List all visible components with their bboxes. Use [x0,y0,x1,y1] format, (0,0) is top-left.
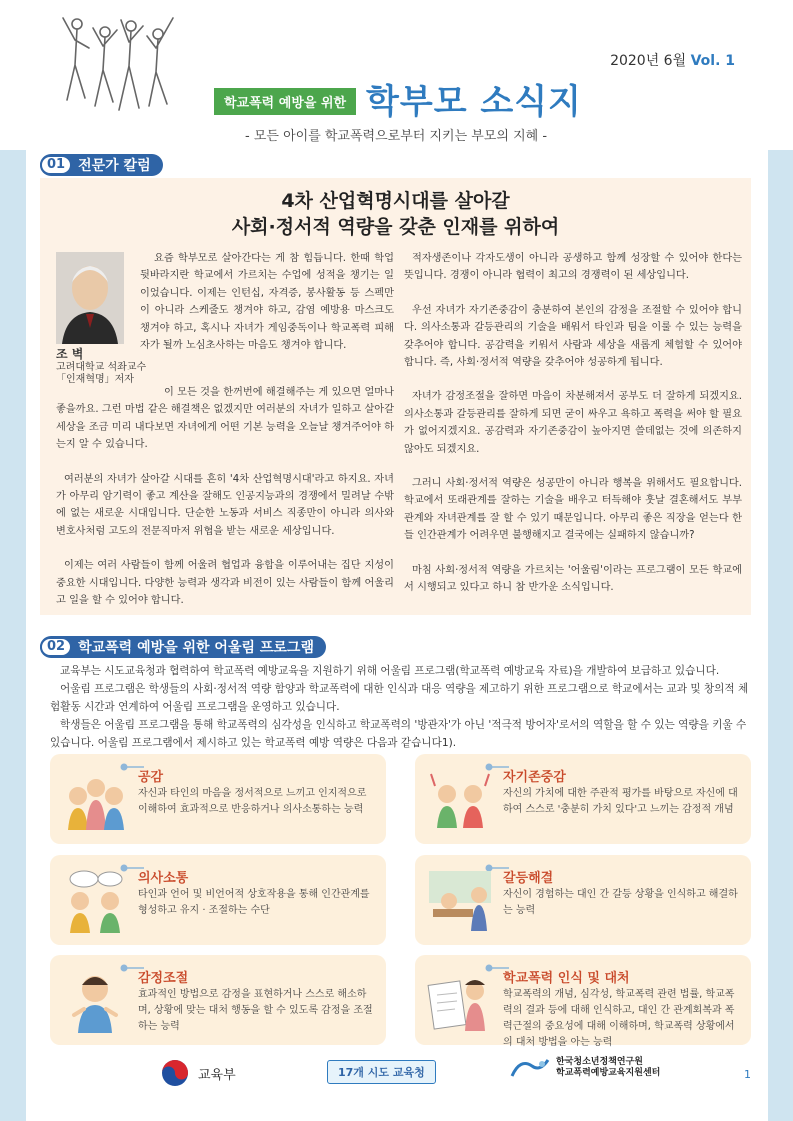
competency-card-violence-awareness [415,955,751,1048]
author-portrait [56,252,124,344]
communication-illustration-icon [60,865,130,935]
intro-paragraph: 학생들은 어울림 프로그램을 통해 학교폭력의 심각성을 인식하고 학교폭력의 '방관자'가 아닌 '적극적 방어자'로서의 역할을 할 수 있는 역량을 키울 수 있습니다. 어울림 프로그램에서 제시하고 있는 학교폭력 예방 역량은 다음과 같습니다1). [50,719,747,749]
author-info [56,348,146,386]
card-description: 자신의 가치에 대한 주관적 평가를 바탕으로 자신에 대하여 스스로 '충분히 가치 있다'고 느끼는 감정적 개념 [503,788,738,815]
violence-awareness-illustration-icon [425,965,495,1035]
competency-card-communication [50,855,386,945]
card-title: 자기존중감 [503,770,566,785]
issue-info [610,50,735,70]
card-description: 타인과 언어 및 비언어적 상호작용을 통해 인간관계를 형성하고 유지 · 조절하는 수단 [138,889,370,916]
author-name: 조 벽 [56,347,84,361]
card-title: 갈등해결 [503,871,554,886]
empathy-illustration-icon [60,764,130,834]
column-paragraph: 마침 사회·정서적 역량을 가르치는 '어울림'이라는 프로그램이 모든 학교에서 시행되고 있다고 하니 참 반가운 소식입니다. [404,564,742,594]
section2-heading-text: 학교폭력 예방을 위한 어울림 프로그램 [78,640,314,656]
card-title: 의사소통 [138,871,189,886]
column-paragraph: 우선 자녀가 자기존중감이 충분하여 본인의 감정을 조절할 수 있어야 합니다. 의사소통과 갈등관리의 기술을 배워서 타인과 팀을 이룰 수 있는 능력을 갖추어야 합니다. 공감력을 키워서 사람과 세상을 새롭게 체험할 수 있어야 합니다. 즉, 사회·정서적 역량을 갖추어야 성공하게 됩니다. [404,304,742,369]
section2-number: 02 [40,637,72,657]
section1-number: 01 [40,155,72,175]
moe-name: 교육부 [198,1067,236,1083]
competency-card-self-esteem [415,754,751,844]
competency-card-emotion-regulation [50,955,386,1045]
column-paragraph: 자녀가 감정조절을 잘하면 마음이 차분해져서 공부도 더 잘하게 되겠지요. 의사소통과 갈등관리를 잘하게 되면 굳이 싸우고 욕하고 폭력을 써야 할 필요가 없어지겠지요. 공감력과 자기존중감이 높아지면 쓸데없는 것에 의존하지 않아도 되겠지요. [404,391,742,455]
card-title: 학교폭력 인식 및 대처 [503,971,630,986]
intro-paragraph: 어울림 프로그램은 학생들의 사회·정서적 역량 함양과 학교폭력에 대한 인식과 대응 역량을 제고하기 위한 프로그램으로 학교에서는 교과 및 창의적 체험활동 시간과 연계하여 어울림 프로그램을 운영하고 있습니다. [50,683,749,713]
author-photo-icon [56,252,124,344]
card-description: 학교폭력의 개념, 심각성, 학교폭력 관련 법률, 학교폭력의 결과 등에 대해 인식하고, 대인 간 관계회복과 폭력근절의 중요성에 대해 이해하며, 학교폭력 상황에서의 대처 방법을 아는 능력 [503,989,735,1048]
section1-heading-text: 전문가 칼럼 [78,158,151,174]
competency-card-empathy [50,754,386,844]
card-title: 감정조절 [138,971,189,986]
card-description: 효과적인 방법으로 감정을 표현하거나 스스로 해소하며, 상황에 맞는 대처 행동을 할 수 있도록 감정을 조절하는 능력 [138,989,373,1032]
page-header [0,0,793,150]
card-description: 자신과 타인의 마음을 정서적으로 느끼고 인지적으로 이해하여 효과적으로 반응하거나 의사소통하는 능력 [138,788,367,815]
emotion-regulation-illustration-icon [60,965,130,1035]
header-label: 학교폭력 예방을 위한 [214,88,356,115]
section2-heading [40,636,326,658]
column-paragraph: 요즘 학부모로 살아간다는 게 참 힘듭니다. 한때 학업 뒷바라지란 학교에서 가르치는 수업에 성적을 챙기는 일이었습니다. 이제는 인턴십, 자격증, 봉사활동 등 스펙만이 아니라 스케줄도 챙겨야 하고, 감염 예방용 마스크도 챙겨야 하고, 혹시나 자녀가 게임중독이나 학교폭력 피해자가 될까 노심초사하는 마음도 챙겨야 합니다. [140,253,394,352]
section1-heading [40,154,163,176]
nypi-icon [510,1056,550,1080]
dancers-illustration [55,10,185,125]
intro-paragraph: 교육부는 시도교육청과 협력하여 학교폭력 예방교육을 지원하기 위해 어울림 프로그램(학교폭력 예방교육 자료)을 개발하여 보급하고 있습니다. [60,665,720,677]
card-description: 자신이 경험하는 대인 간 갈등 상황을 인식하고 해결하는 능력 [503,889,738,916]
nypi-name: 한국청소년정책연구원 [556,1057,643,1067]
column-paragraph: 그러니 사회·정서적 역량은 성공만이 아니라 행복을 위해서도 필요합니다. 학교에서 또래관계를 잘하는 기술을 배우고 터득해야 훗날 결혼해서도 부부관계와 자녀관계를 잘 할 수 있기 때문입니다. 아무리 좋은 직장을 얻는다 한들 인간관계가 어려우면 불행해지고 결국에는 실패하지 않습니까? [404,478,742,542]
issue-date: 2020년 6월 [610,53,687,69]
card-title: 공감 [138,770,164,785]
page-number: 1 [744,1068,751,1081]
column-paragraph: 여러분의 자녀가 살아갈 시대를 흔히 '4차 산업혁명시대'라고 하지요. 자녀가 아무리 암기력이 좋고 계산을 잘해도 인공지능과의 경쟁에서 밀려날 수밖에 없는 새로운 시대입니다. 단순한 노동과 서비스 직종만이 아니라 의사와 변호사처럼 고도의 전문직마저 위협을 받는 새로운 세상입니다. [56,473,394,537]
program-intro [50,662,756,752]
page-title: 학부모 소식지 [366,82,582,122]
nypi-center: 학교폭력예방교육지원센터 [556,1068,661,1078]
taegeuk-icon [160,1058,190,1088]
author-book: 「인재혁명」저자 [56,374,134,385]
page-subtitle: - 모든 아이를 학교폭력으로부터 지키는 부모의 지혜 - [245,129,548,144]
column-right-text [404,250,742,597]
issue-vol: Vol. 1 [690,53,735,69]
conflict-resolution-illustration-icon [425,865,495,935]
column-left-text [56,384,394,609]
moe-logo [160,1058,236,1088]
education-office-badge: 17개 시도 교육청 [327,1060,436,1084]
author-affiliation: 고려대학교 석좌교수 [56,362,147,373]
column-paragraph: 이 모든 것을 한꺼번에 해결해주는 게 있으면 얼마나 좋을까요. 그런 마법 같은 해결책은 없겠지만 여러분의 자녀가 일하고 살아갈 세상을 조금 미리 내다보면 자녀에게 어떤 기본 능력을 오늘날 챙겨주어야 하는지 알 수 있습니다. [56,387,394,451]
competency-card-conflict-resolution [415,855,751,945]
column-paragraph: 적자생존이나 각자도생이 아니라 공생하고 함께 성장할 수 있어야 한다는 뜻입니다. 경쟁이 아니라 협력이 최고의 경쟁력이 된 세상입니다. [404,253,742,282]
nypi-logo [510,1056,660,1080]
column-left-para1 [140,250,394,354]
column-title-line1: 4차 산업혁명시대를 살아갈 [281,190,510,212]
self-esteem-illustration-icon [425,764,495,834]
column-paragraph: 이제는 여러 사람들이 함께 어울려 협업과 융합을 이루어내는 집단 지성이 중요한 시대입니다. 다양한 능력과 생각과 비전이 있는 사람들이 함께 어울리고 일을 할 수 있어야 합니다. [56,560,394,607]
column-title-line2: 사회·정서적 역량을 갖춘 인재를 위하여 [231,216,560,238]
